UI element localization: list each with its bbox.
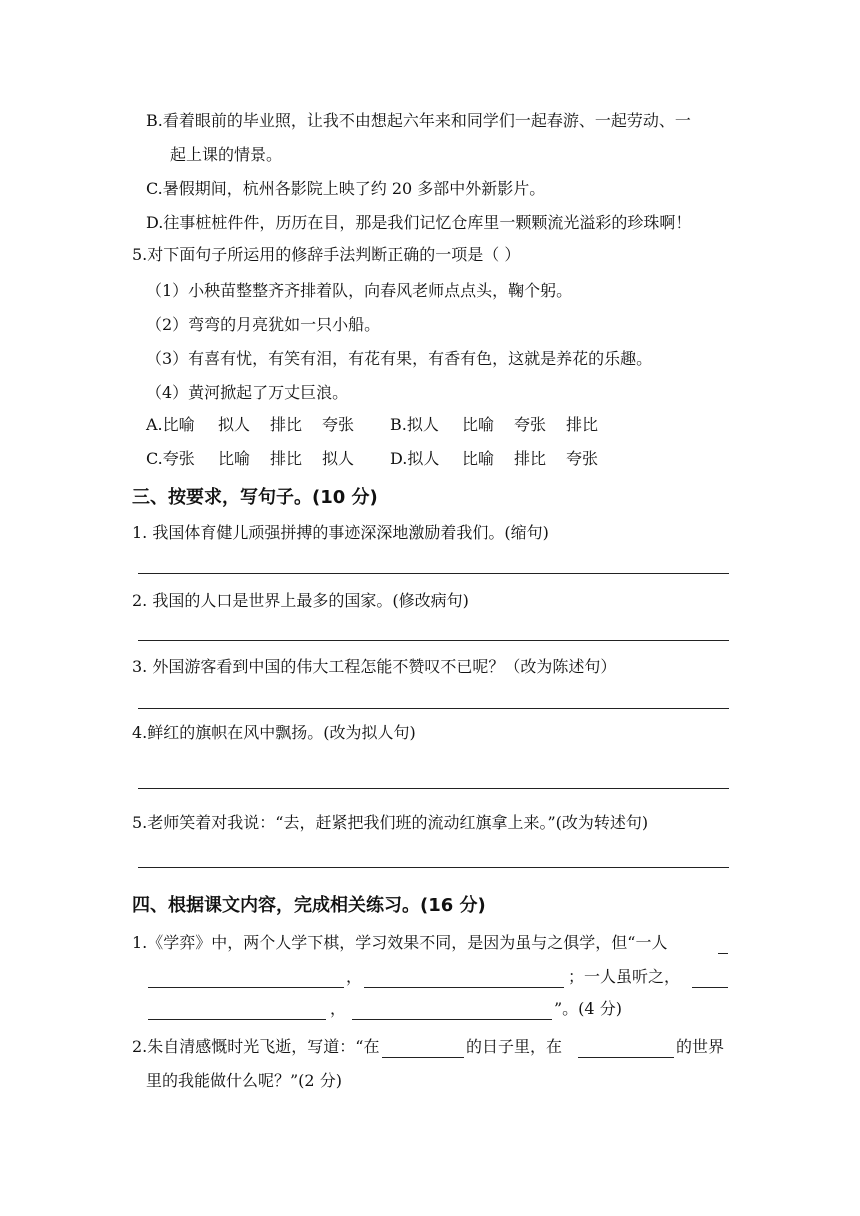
q5-option-a-2: 拟人 [218,415,251,434]
q1-blank-start[interactable] [718,953,728,954]
q1-semicolon-text: ；一人虽听之， [568,967,681,986]
section3-title: 三、按要求，写句子。(10 分) [132,487,378,508]
q1-blank-4[interactable] [352,1019,552,1020]
answer-line-2[interactable] [138,640,729,641]
q5-option-b-2: 比喻 [462,415,495,434]
q5-option-a [146,414,386,436]
q2-blank-1[interactable] [382,1057,464,1058]
answer-line-4[interactable] [138,788,729,789]
q5-option-d-4: 夸张 [566,449,599,468]
q1-comma-2: ， [330,999,347,1018]
section3-item-4: 4.鲜红的旗帜在风中飘扬。(改为拟人句) [132,723,416,742]
answer-line-1[interactable] [138,573,729,574]
q5-option-d [390,448,618,470]
q5-option-d-1: D.拟人 [390,449,440,468]
q5-sentence-4: （4）黄河掀起了万丈巨浪。 [146,383,349,402]
q5-option-a-3: 排比 [270,415,303,434]
section4-q2-line2: 里的我能做什么呢？”(2 分) [146,1071,342,1090]
q1-blank-3[interactable] [148,1019,326,1020]
q5-stem: 5.对下面句子所运用的修辞手法判断正确的一项是（ ） [132,245,521,264]
section4-q2-part-c: 的世界 [676,1037,725,1056]
q5-option-d-3: 排比 [514,449,547,468]
section3-item-2: 2. 我国的人口是世界上最多的国家。(修改病句) [132,591,469,610]
q2-blank-2[interactable] [578,1057,674,1058]
q5-option-b-4: 排比 [566,415,599,434]
answer-line-5[interactable] [138,867,729,868]
q5-option-c [146,448,386,470]
q1-comma-1: ， [346,967,363,986]
q4-option-b-line2: 起上课的情景。 [170,145,283,164]
q5-option-c-3: 排比 [270,449,303,468]
q1-blank-1[interactable] [148,987,344,988]
section4-q2-part-a: 2.朱自清感慨时光飞逝，写道：“在 [132,1037,380,1056]
q5-option-c-4: 拟人 [322,449,355,468]
q5-option-a-1: A.比喻 [146,415,195,434]
q4-option-c: C.暑假期间，杭州各影院上映了约 20 多部中外新影片。 [146,179,546,198]
section3-item-5: 5.老师笑着对我说：“去，赶紧把我们班的流动红旗拿上来。”(改为转述句) [132,813,649,832]
section4-title: 四、根据课文内容，完成相关练习。(16 分) [132,895,486,916]
section3-item-3: 3. 外国游客看到中国的伟大工程怎能不赞叹不已呢？（改为陈述句） [132,657,617,676]
q5-sentence-1: （1）小秧苗整整齐齐排着队，向春风老师点点头，鞠个躬。 [146,281,573,300]
q5-sentence-2: （2）弯弯的月亮犹如一只小船。 [146,315,381,334]
section4-q2-part-b: 的日子里，在 [466,1037,563,1056]
answer-line-3[interactable] [138,708,729,709]
q1-end: ”。(4 分) [554,999,622,1018]
section3-item-1: 1. 我国体育健儿顽强拼搏的事迹深深地激励着我们。(缩句) [132,523,549,542]
q5-option-b-1: B.拟人 [390,415,439,434]
q5-option-c-2: 比喻 [218,449,251,468]
q5-option-b [390,414,618,436]
section4-q1-line1: 1.《学弈》中，两个人学下棋，学习效果不同，是因为虽与之俱学，但“一人 [132,933,668,952]
q4-option-b-line1: B.看着眼前的毕业照，让我不由想起六年来和同学们一起春游、一起劳动、一 [146,111,691,130]
q5-option-b-3: 夸张 [514,415,547,434]
q1-blank-2[interactable] [364,987,564,988]
q5-option-a-4: 夸张 [322,415,355,434]
q5-option-d-2: 比喻 [462,449,495,468]
q1-blank-3-start[interactable] [692,987,728,988]
q5-sentence-3: （3）有喜有忧，有笑有泪，有花有果，有香有色，这就是养花的乐趣。 [146,349,653,368]
q4-option-d: D.往事桩桩件件，历历在目，那是我们记忆仓库里一颗颗流光溢彩的珍珠啊！ [146,213,692,232]
q5-option-c-1: C.夸张 [146,449,195,468]
